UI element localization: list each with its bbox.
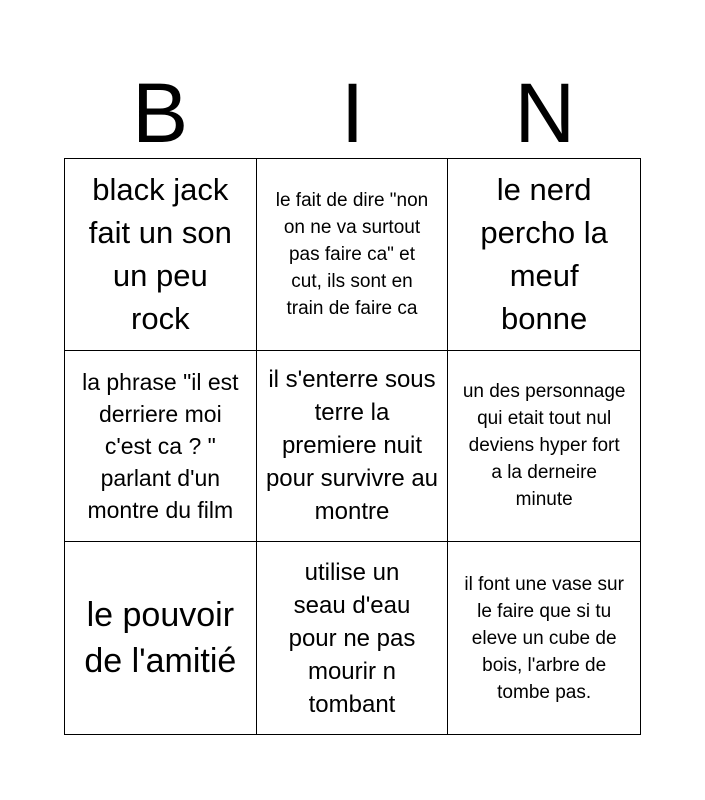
bingo-cell-text: la phrase "il est derriere moi c'est ca ? " parlant d'un montre du film [82,368,239,523]
bingo-cell-r3c1[interactable] [65,542,257,734]
header-letter-i: I [340,66,365,160]
bingo-cell-text: le fait de dire "non on ne va surtout pas faire ca" et cut, ils sont en train de faire ca [275,189,429,319]
bingo-cell-text: il s'enterre sous terre la premiere nuit pour survivre au montre [265,366,439,526]
bingo-cell-r1c3[interactable] [448,159,640,351]
header-letter-n: N [514,66,576,160]
bingo-cell-r2c1[interactable] [65,351,257,543]
bingo-cell-text: utilise un seau d'eau pour ne pas mourir n tombant [288,558,416,718]
bingo-cell-r3c2[interactable] [257,542,449,734]
bingo-cell-text: le pouvoir de l'amitié [84,596,237,681]
bingo-cell-text: black jack fait un son un peu rock [88,172,232,337]
bingo-cell-text: le nerd percho la meuf bonne [480,172,608,337]
bingo-cell-text: un des personnage qui etait tout nul deviens hyper fort a la derneire minute [462,381,626,511]
bingo-cell-r2c3[interactable] [448,351,640,543]
bingo-cell-r1c1[interactable] [65,159,257,351]
header-letter-b: B [132,66,189,160]
bingo-header [64,68,641,158]
bingo-cell-r3c3[interactable] [448,542,640,734]
bingo-grid [64,158,641,735]
bingo-cell-r1c2[interactable] [257,159,449,351]
bingo-cell-r2c2[interactable] [257,351,449,543]
bingo-cell-text: il font une vase sur le faire que si tu eleve un cube de bois, l'arbre de tombe pas. [464,573,624,703]
